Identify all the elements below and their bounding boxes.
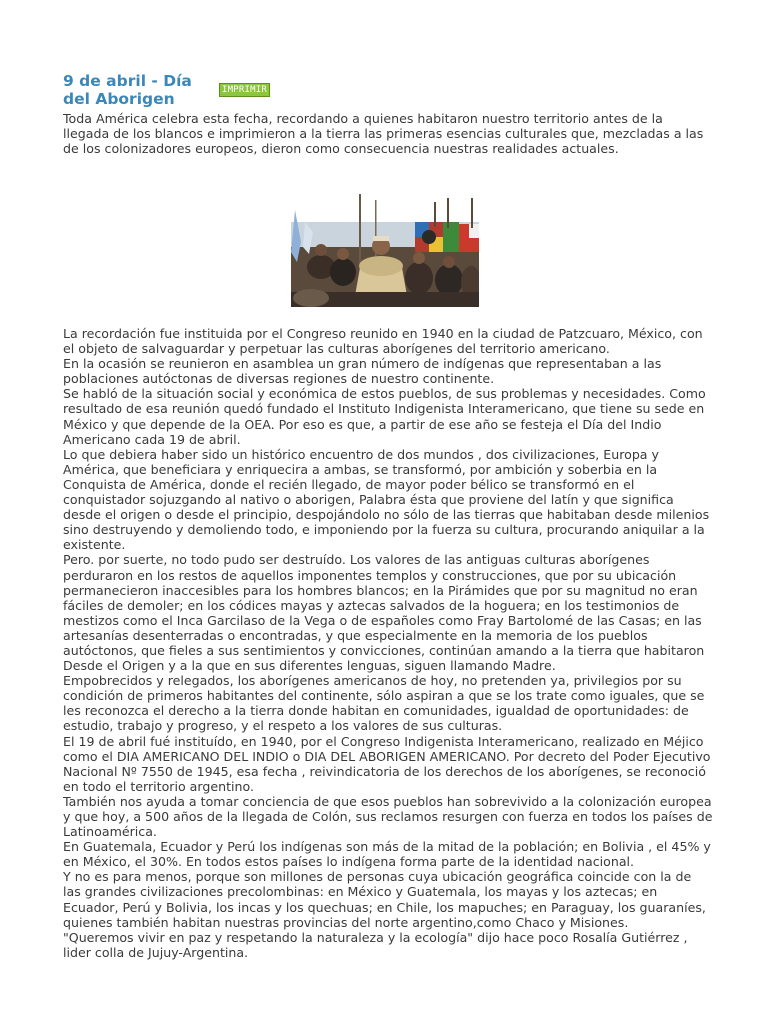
body-paragraph: "Queremos vivir en paz y respetando la naturaleza y la ecología" dijo hace poco Rosalía Gutiérrez , lider colla de Jujuy-Argentina. — [63, 929, 688, 960]
article-photo — [291, 192, 479, 307]
article-body — [63, 326, 713, 960]
body-paragraph: En Guatemala, Ecuador y Perú los indígenas son más de la mitad de la población; en Bolivia , el 45% y en México, el 30%. En todos estos países lo indígena forma parte de la identidad nacional. — [63, 839, 711, 870]
article-intro: Toda América celebra esta fecha, recordando a quienes habitaron nuestro territorio antes de la llegada de los blancos e imprimieron a la tierra las primeras esencias culturales que, mezcladas a las de los colonizadores europeos, dieron como consecuencia nuestras realidades actuales. — [63, 111, 704, 157]
body-paragraph: En la ocasión se reunieron en asamblea un gran número de indígenas que representaban a las poblaciones autóctonas de diversas regiones de nuestro continente. — [63, 356, 662, 387]
body-paragraph: Y no es para menos, porque son millones de personas cuya ubicación geográfica coincide con la de las grandes civilizaciones precolombinas: en México y Guatemala, los mayas y los aztecas; en Ecuador, Perú y Bolivia, los incas y los quechuas; en Chile, los mapuches; en Paraguay, los guaraníes, quienes también habitan nuestras provincias del norte argentino,como Chaco y Misiones. — [63, 869, 706, 930]
article-title: 9 de abril - Día del Aborigen — [63, 72, 192, 108]
body-paragraph: El 19 de abril fué instituído, en 1940, por el Congreso Indigenista Interamericano, realizado en Méjico como el DIA AMERICANO DEL INDIO o DIA DEL ABORIGEN AMERICANO. Por decreto del Poder Ejecutivo Nacional Nº 7550 de 1945, esa fecha , reivindicatoria de los derechos de los aborígenes, se reconoció en todo el territorio argentino. — [63, 733, 711, 794]
body-paragraph: También nos ayuda a tomar conciencia de que esos pueblos han sobrevivido a la colonización europea y que hoy, a 500 años de la llegada de Colón, sus reclamos resurgen con fuerza en todos los países de Latinoamérica. — [63, 793, 713, 840]
body-paragraph: Lo que debiera haber sido un histórico encuentro de dos mundos , dos civilizaciones, Europa y América, que beneficiara y enriquecira a ambas, se transformó, por ambición y soberbia en la Conquista de América, donde el recién llegado, de mayor poder bélico se transformó en el conquistador sojuzgando al nativo o aborigen, Palabra ésta que proviene del latín y que significa desde el origen o desde el principio, despojándolo no sólo de las tierras que habitaban desde milenios sino destruyendo y demoliendo todo, e imponiendo por la fuerza su cultura, procurando aniquilar a la existente. — [63, 446, 710, 553]
body-paragraph: Empobrecidos y relegados, los aborígenes americanos de hoy, no pretenden ya, privilegios por su condición de primeros habitantes del continente, sólo aspiran a que se los trate como iguales, que se les reconozca el derecho a la tierra donde habitan en comunidades, igualdad de oportunidades: de estudio, trabajo y progreso, y el respeto a los valores de sus culturas. — [63, 673, 705, 734]
body-paragraph: Pero. por suerte, no todo pudo ser destruído. Los valores de las antiguas culturas aborígenes perduraron en los restos de aquellos imponentes templos y construcciones, que por su ubicación permanecieron inaccesibles para los hombres blancos; en la Pirámides que por su magnitud no eran fáciles de demoler; en los códices mayas y aztecas salvados de la hoguera; en los testimonios de mestizos como el Inca Garcilaso de la Vega o de españoles como Fray Bartolomé de las Casas; en las artesanías desenterradas o encontradas, y que especialmente en la memoria de los pueblos autóctonos, que fieles a sus sentimientos y convicciones, continúan amando a la tierra que habitaron Desde el Origen y a la que en sus diferentes lenguas, siguen llamando Madre. — [63, 552, 705, 674]
print-button[interactable]: IMPRIMIR — [219, 83, 270, 97]
body-paragraph: La recordación fue instituida por el Congreso reunido en 1940 en la ciudad de Patzcuaro, México, con el objeto de salvaguardar y perpetuar las culturas aborígenes del territorio americano. — [63, 326, 703, 357]
body-paragraph: Se habló de la situación social y económica de estos pueblos, de sus problemas y necesidades. Como resultado de esa reunión quedó fundado el Instituto Indigenista Interamericano, que tiene su sede en México y que depende de la OEA. Por eso es que, a partir de ese año se festeja el Día del Indio Americano cada 19 de abril. — [63, 386, 706, 447]
